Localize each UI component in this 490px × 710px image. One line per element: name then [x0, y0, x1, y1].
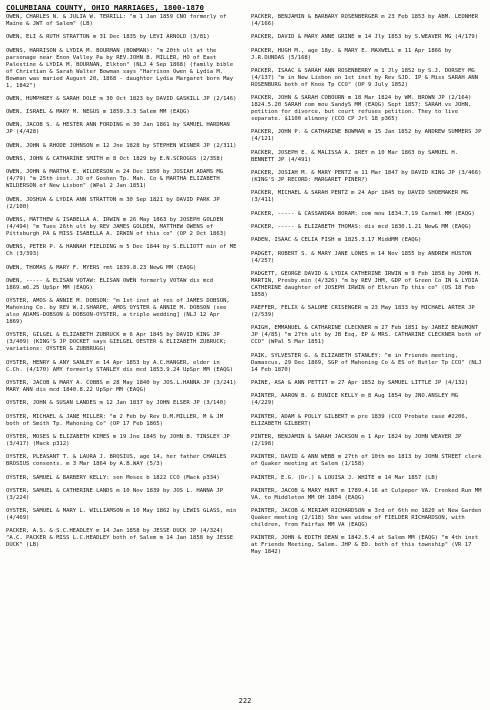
marriage-entry: OWEN, ISRAEL & MARY M. NEGUS m 1859.3.3 Salem MM (EAQG) [6, 109, 190, 116]
marriage-entry: OYSTER, SAMUEL & MARY L. WILLIAMSON m 10 May 1862 by LEWIS GLASS, min (4/469) [6, 508, 237, 522]
marriage-entry: OWENS, JOHN & CATHARINE SMITH m 8 Oct 1829 by E.N.SCROGGS (2/358) [6, 156, 224, 163]
right-column [251, 14, 484, 692]
marriage-entry: OYSTER, HENRY & ANY SANLEY m 14 Apr 1853 by A.C.HANGER, elder in C.Ch. (4/170) AMY formerly STANLEY dis mcd 1853.9.24 UpSpr MM (EAQG) [6, 359, 234, 373]
marriage-entry: PAEFFER, FELIX & SALOME CRISENGER m 23 May 1833 by MICHAEL ARTER JP (2/539) [251, 305, 475, 319]
marriage-entry: OWEN, JOHN & MARTHA E. WILDERSON m 24 Dec 1850 by JOSIAH ADAMS MG (4/79) "m 25th inst. JO of Goshen Tp. Mah. Co & MARTHA ELIZABETH WILDERSON of New Lisbon" (WPal 2 Jan 1851) [6, 169, 224, 190]
marriage-entry: OYSTER, MOSES & ELIZABETH KIMES m 19 Jne 1845 by JOHN B. TINSLEY JP (3/417) (Mack p312) [6, 433, 230, 447]
marriage-entry: OWEN, JACOB S. & HESTER ANN FORDING m 30 Jan 1861 by SAMUEL HARDMAN JP (4/428) [6, 122, 230, 136]
marriage-entry: OWEN, ----- & ELISAN VOTAW: ELISAN OWEN formerly VOTAW dis mcd 1869.m6.25 UpSpr MM (EAQG) [6, 277, 214, 291]
marriage-entry: OWEN, JOSHUA & LYDIA ANN STRATTON m 30 Sep 1821 by DAVID PARK JP (2/100) [6, 196, 220, 210]
marriage-entry: PACKER, A.S. & S.C.HEADLEY m 14 Jan 1858 by JESSE DUCK JP (4/324) "A.C. PACKER & MISS L.C.HEADLEY both of Salem m 14 Jan 1858 by JESSE DUCK" (LB) [6, 528, 234, 549]
marriage-entry: PAINTER, JACOB & MARY HUNT m 1789.4.16 at Culpeper VA. Crooked Run MM VA. to Middleton MM OH 1804 (EAQG) [251, 487, 482, 501]
marriage-entry: OWEN, JOHN & RHODE JOHNSON m 12 Jne 1828 by STEPHEN WISNER JP (2/311) [6, 142, 237, 149]
page-header: COLUMBIANA COUNTY, OHIO MARRIAGES, 1800-1870 [6, 3, 204, 12]
marriage-entry: PACKER, JOSEPH E. & MALISSA A. IREY m 10 Mar 1863 by SAMUEL H. BENNETT JP (4/491) [251, 149, 459, 163]
marriage-entry: OYSTER, PLEASANT T. & LAURA J. BROSIUS, age 14, her father CHARLES BROSIUS consents. m 3 Mar 1864 by A.B.WAY (5/3) [6, 454, 227, 468]
marriage-entry: OWENS, PETER P. & HANNAH FIELDING m 5 Dec 1844 by S.ELLIOTT min of ME Ch (3/393) [6, 244, 237, 258]
marriage-entry: PAIK, SYLVESTER G. & ELIZABETH STANLEY: "m in Friends meeting, Damascus, 29 Dec 1869, SGP of Mahoning Co & ES of Butler Tp CCO" (NLJ 14 Feb 1870) [251, 352, 482, 373]
marriage-entry: PACKER, JOHN P. & CATHARINE BOWMAN m 15 Jan 1852 by ANDREW SUMMERS JP (4/121) [251, 129, 482, 143]
marriage-entry: PACKER, ISAAC & SARAH ANN ROSENBERRY m 1 Jly 1852 by S.J. DORSEY MG (4/137) "m in New Lisbon on 1st inst by Rev SJD. IP & Miss SARAH ANN ROSENBURG both of Knox Tp CCO" (OP 9 July 1852) [251, 67, 479, 88]
marriage-entry: OYSTER, JACOB & MARY A. COBBS m 28 May 1840 by JOS.L.HANNA JP (3/241) MARY ANN dis mcd 1840.8.22 UpSpr MM (EAQG) [6, 380, 237, 394]
marriage-entry: PAINTER, AARON B. & EUNICE KELLY m 8 Aug 1854 by JNO.ANSLEY MG (4/229) [251, 393, 459, 407]
left-column [6, 14, 239, 692]
marriage-entry: OWEN, ELI & RUTH STRATTON m 31 Dec 1835 by LEVI ARNOLD (3/81) [6, 34, 210, 41]
marriage-entry: PACKER, JOHN & SARAH COBOURN m 18 Mar 1824 by WM. BROWN JP (2/164) 1824.5.20 SARAH com mou SandyS MM (EAQG) Sept 1857: SARAH vs JOHN, petition for divorce, but court refuses petition. They to live separate. $1100 alimony (CCO CP Jrl 18 p365) [251, 95, 472, 123]
marriage-entry: PAINTER, ADAM & POLLY GILBERT m pre 1839 (CCO Probate case #2206, ELIZABETH GILBERT) [251, 413, 469, 427]
marriage-entry: OYSTER, JOHN & SUSAN LANDES m 12 Jan 1837 by JOHN ELSER JP (3/140) [6, 400, 227, 407]
marriage-entry: PAINTER, E.G. (Dr.) & LOUISA J. WHITE m 14 Mar 1857 (LB) [251, 474, 439, 481]
marriage-entry: OWEN, THOMAS & MARY F. MYERS rmt 1839.8.23 NewG MM (EAQG) [6, 264, 197, 271]
marriage-entry: PACKER, ----- & ELIZABETH THOMAS: dis mcd 1830.1.21 NewG MM (EAQG) [251, 223, 472, 230]
marriage-entry: PAINE, ASA & ANN PETTIT m 27 Apr 1852 by SAMUEL LITTLE JP (4/132) [251, 380, 469, 387]
marriage-entry: PACKER, MICHAEL & SARAH PENTZ m 24 Apr 1845 by DAVID SHOEMAKER MG (3/411) [251, 190, 469, 204]
marriage-entry: PAINTER, JOHN & EDITH DEAN m 1842.5.4 at Salem MM (EAQG) "m 4th inst at Friends Meeting, Salem. JHP & ED. both of this township" (VR 17 May 1842) [251, 535, 479, 556]
marriage-entry: OYSTER, SAMUEL & BARBERY KELLY: son Moses b 1822 CCO (Mack p334) [6, 474, 220, 481]
marriage-entry: PADGETT, GEORGE DAVID & LYDIA CATHERINE IRWIN m 9 Feb 1858 by JOHN H. MARTIN, Presby.min (4/326) "m by REV JHM, GDP of Green Co IN & LYDIA CATHERINE daughter of JOSEPH IRWIN of Elkrun Tp this co" (OS 18 Feb 1858) [251, 270, 482, 298]
marriage-entry: PADGET, ROBERT S. & MARY JANE LONES m 14 Nov 1855 by ANDREW HUSTON (4/257) [251, 250, 472, 264]
marriage-entry: PAINTER, DAVID & ANN WEBB m 27th of 10th mo 1813 by JOHN STREET clerk of Quaker meeting at Salem (1/158) [251, 454, 482, 468]
marriage-entry: OYSTER, GILGEL & ELIZABETH ZUBRUCK m 6 Apr 1845 by DAVID KING JP (3/409) (KING'S JP DOCKET says GIELGEL OESTER & ELIZABETH ZUBRUCK; variations: OYSTER & ZUBBRUGG) [6, 332, 227, 353]
marriage-entry: PAIGH, EMMANUEL & CATHARINE CLECKNER m 27 Feb 1851 by JABEZ BEAUMONT JP (4/85) "m 27th ult by JB Esq, EP & MRS. CATHARINE CLECKNER both of CCO" (WPal 5 Mar 1851) [251, 325, 482, 346]
marriage-entry: PACKER, ----- & CASSANDRA BORAM: com mou 1834.7.19 Carmel MM (EAQG) [251, 210, 475, 217]
marriage-entry: OWEN, HUMPHREY & SARAH DOLE m 30 Oct 1823 by DAVID GASKILL JP (2/146) [6, 95, 237, 102]
marriage-entry: OYSTER, MICHAEL & JANE MILLER: "m 2 Feb by Rev D.M.MILLER, M & JM both of Smith Tp. Mahoning Co" (OP 17 Feb 1865) [6, 413, 224, 427]
marriage-entry: PACKER, BENJAMIN & BARBARY ROSENBERGER m 23 Feb 1853 by ABM. LEONHER (4/166) [251, 14, 479, 27]
marriage-entry: OWEN, CHARLES N. & JULIA W. TERRILL: "m 1 Jan 1859 CNO formerly of Maine & JWT of Salem" (LB) [6, 14, 227, 27]
marriage-entry: PACKER, HUGH M., age 18y. & MARY E. MAXWELL m 11 Apr 1866 by J.R.DUNDAS (5/168) [251, 47, 452, 61]
marriage-entry: PAINTER, JACOB & MIRIAM RICHARDSON m 3rd of 6th mo 1820 at New Garden Quaker meeting (2/118) She was widow of FIELDER RICHARDSON, with children, from Fairfax MM VA (EAQG) [251, 508, 482, 529]
marriage-entry: OWENS, MATTHEW & ISABELLA A. IRWIN m 26 May 1863 by JOSEPH GOLDEN (4/494) "m Tues 26th ult by REV JAMES GOLDEN, MATTHEW OWENS of Pittsburgh PA & MISS ISABELLA A. IRWIN of this co" (OP 2 Oct 1863) [6, 216, 227, 237]
marriage-entry: PADEN, ISAAC & CELIA FISH m 1825.3.17 MiddMM (EAQG) [251, 237, 422, 244]
marriage-entry: OYSTER, AMOS & ANNIE M. DOBSON: "m 1st inst at res of JAMES DOBSON, Mahoning Co. by REV W.J.SHARPE, AMOS OYSTER & ANNIE M. DOBSON (see also ADAMS-DOBSON & DOBSON-OYSTER, a triple wedding] (NLJ 12 Apr 1869) [6, 298, 230, 326]
marriage-entry: PINTER, BENJAMIN & SARAH JACKSON m 1 Apr 1824 by JOHN WEAVER JP (2/198) [251, 433, 462, 447]
page-number: 222 [238, 697, 252, 705]
marriage-entry: PACKER, DAVID & MARY ANNE GRINE m 14 Jly 1853 by S.WEAVER MG (4/179) [251, 34, 479, 41]
marriage-entry: OYSTER, SAMUEL & CATHERINE LANDS m 10 Nov 1839 by JOS L. HANNA JP (3/224) [6, 487, 224, 501]
marriage-entry: PACKER, JOSIAH M. & MARY PENTZ m 11 Mar 1847 by DAVID KING JP (3/466) (KING'S JP RECORD: MARGARET PINER?) [251, 170, 482, 184]
marriage-entry: OWENS, HARRISON & LYDIA M. BOURMAN (BOWMAN): "m 20th ult at the parsonage near Enon Valley Pa by REV.JOHN B. MILLER, HO of East Palestine & LYDIA M. BOURNAN, Elkton" (NLJ 4 Sep 1868) (family bible of Christian & Sarah Walter Bowman says "Harrison Owen & Lydia M. Bowman was maried August 20, 1868 - daughter Lydia Margaret born May 1, 1842") [6, 47, 234, 89]
